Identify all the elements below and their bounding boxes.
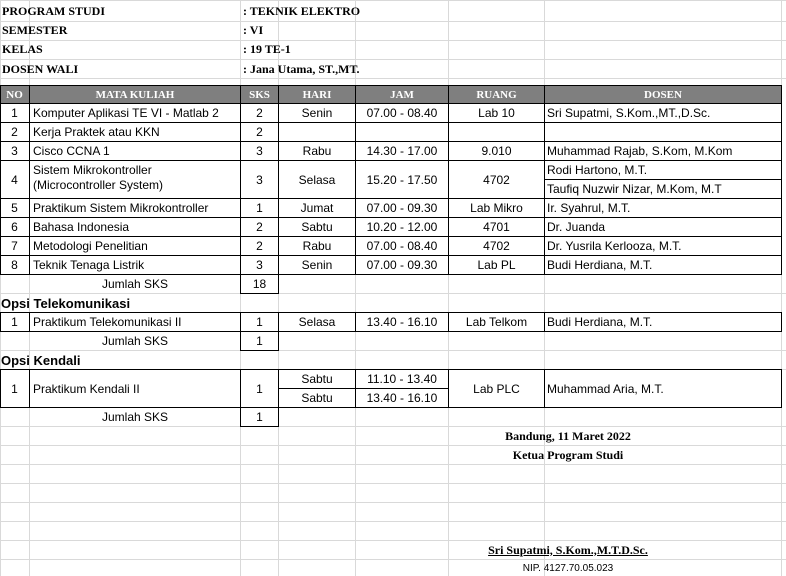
row-7-no: 7 [11, 239, 18, 253]
row-4-hari: Selasa [298, 172, 336, 187]
row-6-ruang: 4701 [483, 220, 510, 234]
col-header-ruang: RUANG [449, 86, 544, 103]
kendali-row-jam-2: 13.40 - 16.10 [366, 391, 438, 405]
kendali-row-sks: 1 [256, 381, 263, 396]
row-3-jam: 14.30 - 17.00 [366, 144, 438, 158]
row-6-no: 6 [11, 220, 18, 234]
telkom-total-value: 1 [256, 334, 263, 348]
value-dosen-wali: : Jana Utama, ST.,MT. [243, 62, 360, 76]
row-3-sks: 3 [256, 144, 263, 158]
row-4-no: 4 [11, 172, 18, 187]
row-8-hari: Senin [301, 258, 333, 272]
row-4-dosen-2: Taufiq Nuzwir Nizar, M.Kom, M.T [547, 182, 722, 196]
place-date: Bandung, 11 Maret 2022 [505, 428, 631, 443]
kendali-total-label: Jumlah SKS [101, 410, 169, 424]
signer-role: Ketua Program Studi [512, 447, 624, 462]
row-1-no: 1 [11, 106, 18, 120]
row-7-dosen: Dr. Yusrila Kerlooza, M.T. [547, 239, 682, 253]
kendali-row-jam-1: 11.10 - 13.40 [367, 372, 437, 386]
row-1-mata-kuliah: Komputer Aplikasi TE VI - Matlab 2 [33, 106, 219, 120]
telkom-row-jam: 13.40 - 16.10 [366, 315, 438, 329]
label-semester: SEMESTER [2, 23, 68, 37]
kendali-row-mata-kuliah: Praktikum Kendali II [33, 381, 140, 396]
kendali-row-ruang: Lab PLC [473, 381, 520, 396]
telkom-total-label: Jumlah SKS [101, 334, 169, 348]
label-kelas: KELAS [2, 42, 43, 56]
telkom-row-dosen: Budi Herdiana, M.T. [547, 315, 653, 329]
row-8-ruang: Lab PL [477, 258, 516, 272]
total-sks-label: Jumlah SKS [101, 277, 169, 291]
col-header-no: NO [0, 86, 29, 103]
telkom-row-no: 1 [11, 315, 18, 329]
row-5-mata-kuliah: Praktikum Sistem Mikrokontroller [33, 201, 209, 215]
row-8-sks: 3 [256, 258, 263, 272]
row-4-jam: 15.20 - 17.50 [366, 172, 438, 187]
row-8-dosen: Budi Herdiana, M.T. [547, 258, 653, 272]
label-dosen-wali: DOSEN WALI [2, 62, 79, 76]
row-7-hari: Rabu [302, 239, 332, 253]
col-header-sks: SKS [241, 86, 278, 103]
telkom-row-mata-kuliah: Praktikum Telekomunikasi II [33, 315, 182, 329]
row-3-ruang: 9.010 [481, 144, 512, 158]
value-kelas: : 19 TE-1 [243, 42, 291, 56]
signer-nip: NIP. 4127.70.05.023 [522, 562, 614, 574]
value-semester: : VI [243, 23, 264, 37]
row-5-jam: 07.00 - 09.30 [366, 201, 438, 215]
telkom-row-sks: 1 [256, 315, 263, 329]
row-7-jam: 07.00 - 08.40 [366, 239, 438, 253]
row-1-sks: 2 [256, 106, 263, 120]
section-title-opsi-telekomunikasi: Opsi Telekomunikasi [1, 295, 131, 311]
row-4-dosen-1: Rodi Hartono, M.T. [547, 163, 648, 177]
label-program-studi: PROGRAM STUDI [2, 4, 106, 18]
row-6-mata-kuliah: Bahasa Indonesia [33, 220, 130, 234]
row-5-sks: 1 [256, 201, 263, 215]
row-6-jam: 10.20 - 12.00 [366, 220, 438, 234]
row-2-no: 2 [11, 125, 18, 139]
row-8-no: 8 [11, 258, 18, 272]
col-header-mata-kuliah: MATA KULIAH [30, 86, 240, 103]
signer-name: Sri Supatmi, S.Kom.,M.T.D.Sc. [488, 542, 648, 557]
value-program-studi: : TEKNIK ELEKTRO [243, 4, 361, 18]
row-2-sks: 2 [256, 125, 263, 139]
kendali-row-hari-2: Sabtu [301, 391, 333, 405]
row-8-jam: 07.00 - 09.30 [366, 258, 438, 272]
kendali-row-dosen: Muhammad Aria, M.T. [547, 381, 664, 396]
row-3-dosen: Muhammad Rajab, S.Kom, M.Kom [547, 144, 733, 158]
row-3-mata-kuliah: Cisco CCNA 1 [33, 144, 110, 158]
section-title-opsi-kendali: Opsi Kendali [1, 352, 81, 368]
col-header-dosen: DOSEN [545, 86, 781, 103]
col-header-hari: HARI [279, 86, 355, 103]
kendali-row-hari-1: Sabtu [301, 372, 333, 386]
row-2-mata-kuliah: Kerja Praktek atau KKN [33, 125, 160, 139]
row-1-hari: Senin [301, 106, 333, 120]
row-1-dosen: Sri Supatmi, S.Kom.,MT.,D.Sc. [547, 106, 711, 120]
row-7-mata-kuliah: Metodologi Penelitian [33, 239, 148, 253]
telkom-row-ruang: Lab Telkom [465, 315, 528, 329]
row-4-ruang: 4702 [483, 172, 510, 187]
row-5-hari: Jumat [300, 201, 334, 215]
row-5-no: 5 [11, 201, 18, 215]
row-5-ruang: Lab Mikro [470, 201, 523, 215]
row-4-sks: 3 [256, 172, 263, 187]
col-header-jam: JAM [356, 86, 448, 103]
row-3-no: 3 [11, 144, 18, 158]
telkom-row-hari: Selasa [298, 315, 336, 329]
row-7-ruang: 4702 [483, 239, 510, 253]
kendali-row-no: 1 [11, 381, 18, 396]
row-5-dosen: Ir. Syahrul, M.T. [547, 201, 631, 215]
total-sks-value: 18 [252, 277, 267, 291]
row-1-jam: 07.00 - 08.40 [366, 106, 438, 120]
row-8-mata-kuliah: Teknik Tenaga Listrik [33, 258, 145, 272]
row-4-mata-kuliah-line-1: Sistem Mikrokontroller [33, 163, 152, 177]
row-3-hari: Rabu [302, 144, 332, 158]
row-4-mata-kuliah-line-2: (Microcontroller System) [33, 178, 164, 192]
row-6-dosen: Dr. Juanda [547, 220, 606, 234]
row-6-hari: Sabtu [301, 220, 333, 234]
kendali-total-value: 1 [256, 410, 263, 424]
row-1-ruang: Lab 10 [478, 106, 515, 120]
row-7-sks: 2 [256, 239, 263, 253]
row-6-sks: 2 [256, 220, 263, 234]
